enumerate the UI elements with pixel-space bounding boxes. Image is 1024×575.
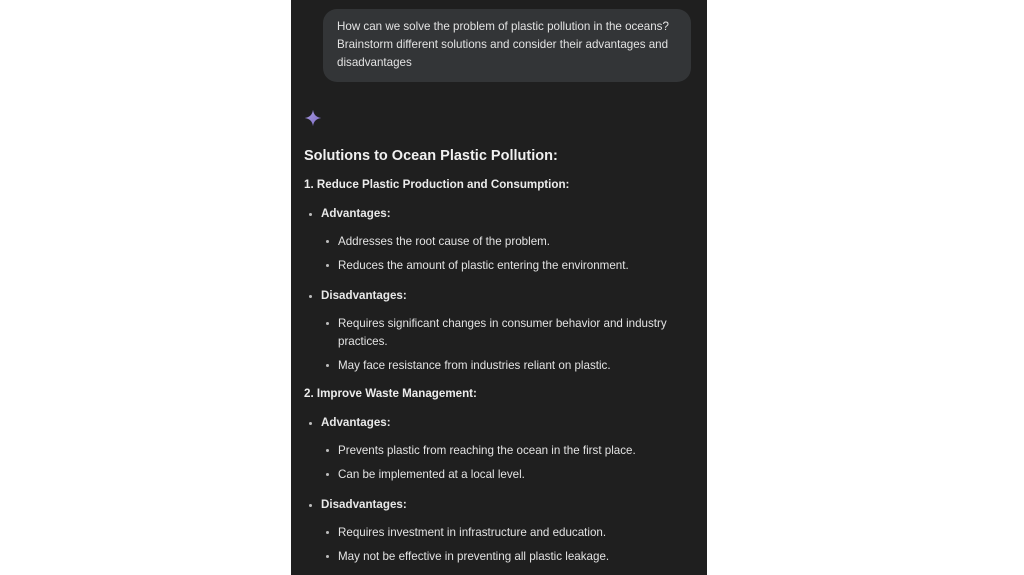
- list-item: Requires significant changes in consumer behavior and industry practices.: [304, 315, 694, 351]
- section-title: 2. Improve Waste Management:: [304, 387, 477, 400]
- solution-section: [304, 386, 694, 566]
- user-message-bubble: [323, 9, 691, 82]
- sparkle-icon: [304, 108, 322, 128]
- chat-screen: [291, 0, 707, 575]
- response-heading: Solutions to Ocean Plastic Pollution:: [304, 148, 558, 164]
- user-message-text: How can we solve the problem of plastic pollution in the oceans? Brainstorm different solutions and consider their advantages and disadvantages: [337, 20, 669, 69]
- disadvantages-list: [304, 524, 694, 566]
- list-item: Requires investment in infrastructure and education.: [304, 524, 694, 542]
- list-item: Addresses the root cause of the problem.: [304, 233, 694, 251]
- list-item: Can be implemented at a local level.: [304, 466, 694, 484]
- disadvantages-label: Disadvantages:: [304, 497, 694, 513]
- disadvantages-label: Disadvantages:: [304, 288, 694, 304]
- advantages-label: Advantages:: [304, 415, 694, 431]
- assistant-response: [304, 146, 694, 575]
- section-title: 1. Reduce Plastic Production and Consumption:: [304, 178, 570, 191]
- list-item: May face resistance from industries reliant on plastic.: [304, 357, 694, 375]
- solution-section: [304, 177, 694, 375]
- disadvantages-list: [304, 315, 694, 375]
- list-item: Reduces the amount of plastic entering the environment.: [304, 257, 694, 275]
- list-item: May not be effective in preventing all plastic leakage.: [304, 548, 694, 566]
- advantages-list: [304, 233, 694, 275]
- advantages-label: Advantages:: [304, 206, 694, 222]
- advantages-list: [304, 442, 694, 484]
- list-item: Prevents plastic from reaching the ocean in the first place.: [304, 442, 694, 460]
